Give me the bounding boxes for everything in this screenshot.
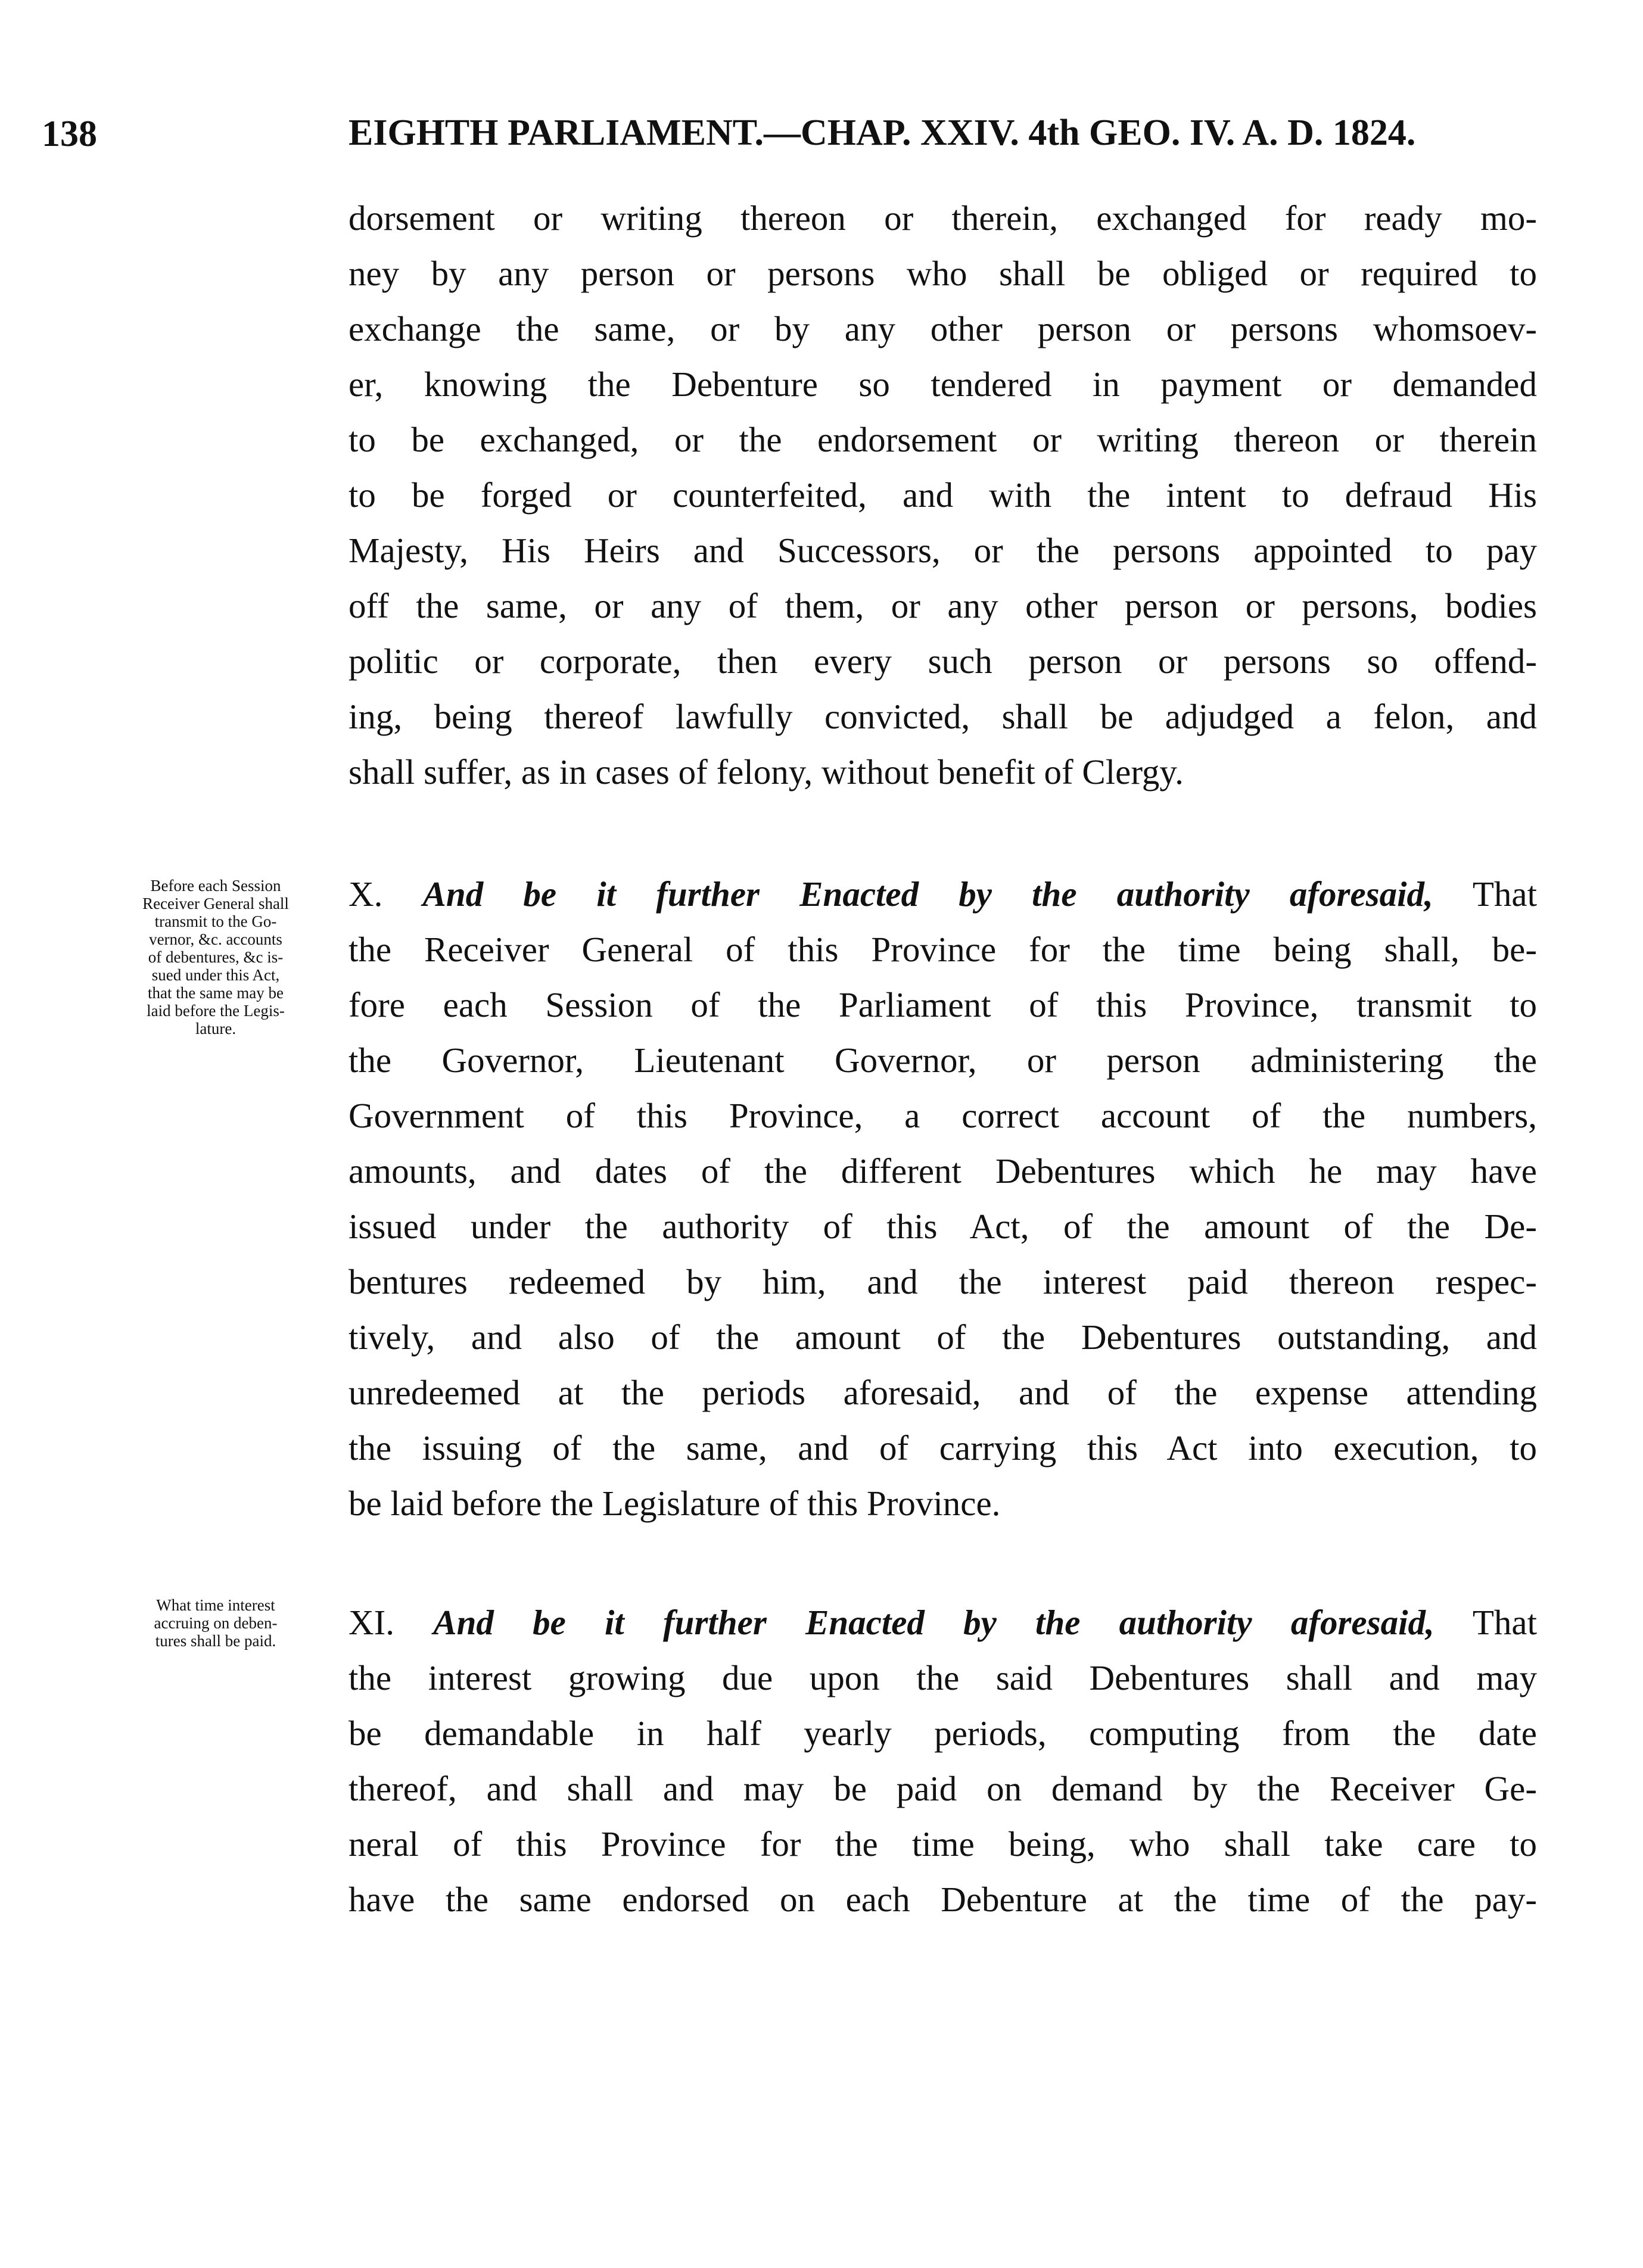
text-line: Government of this Province, a correct account of the numbers,	[348, 1096, 1537, 1135]
enacting-clause: And be it further Enacted by the authority aforesaid,	[422, 874, 1433, 914]
margin-note-line: of debentures, &c is-	[148, 948, 284, 966]
text-line: the Governor, Lieutenant Governor, or person administering the	[348, 1040, 1537, 1080]
text-line: tively, and also of the amount of the Debentures outstanding, and	[348, 1317, 1537, 1357]
margin-note-line: transmit to the Go-	[154, 912, 277, 930]
margin-note-line: Before each Session	[150, 877, 281, 895]
enacting-clause: And be it further Enacted by the authority aforesaid,	[433, 1603, 1434, 1642]
text-line: shall suffer, as in cases of felony, without benefit of Clergy.	[348, 752, 1184, 792]
margin-note-line: laid before the Legis-	[147, 1002, 285, 1020]
text-line: bentures redeemed by him, and the interest paid thereon respec-	[348, 1262, 1537, 1301]
section-x	[348, 867, 1537, 1531]
text-line: be laid before the Legislature of this Province.	[348, 1484, 1001, 1523]
section-lead-word: That	[1472, 874, 1538, 914]
text-line: unredeemed at the periods aforesaid, and of the expense attending	[348, 1373, 1537, 1412]
text-line: thereof, and shall and may be paid on demand by the Receiver Ge-	[348, 1769, 1537, 1808]
text-line: Majesty, His Heirs and Successors, or the persons appointed to pay	[348, 531, 1537, 570]
section-xi	[348, 1595, 1537, 1927]
section-xi-first-line	[348, 1595, 1537, 1650]
margin-note-line: tures shall be paid.	[155, 1632, 276, 1650]
margin-note-line: Receiver General shall	[142, 895, 289, 912]
text-line: off the same, or any of them, or any other person or persons, bodies	[348, 586, 1537, 625]
margin-note-line: sued under this Act,	[151, 966, 280, 984]
margin-note-line: accruing on deben-	[154, 1614, 278, 1632]
running-head: EIGHTH PARLIAMENT.—CHAP. XXIV. 4th GEO. IV. A. D. 1824.	[348, 113, 1416, 153]
text-line: to be exchanged, or the endorsement or writing thereon or therein	[348, 420, 1537, 459]
text-line: ney by any person or persons who shall be obliged or required to	[348, 254, 1537, 293]
text-line: politic or corporate, then every such person or persons so offend-	[348, 641, 1537, 681]
text-line: amounts, and dates of the different Debentures which he may have	[348, 1151, 1537, 1191]
section-number: X.	[348, 874, 383, 914]
margin-note-line: What time interest	[156, 1596, 275, 1614]
text-line: the issuing of the same, and of carrying this Act into execution, to	[348, 1428, 1537, 1468]
section-x-first-line	[348, 867, 1537, 922]
text-line: ing, being thereof lawfully convicted, shall be adjudged a felon, and	[348, 697, 1537, 736]
margin-note-line: vernor, &c. accounts	[149, 930, 282, 948]
margin-note-line: that the same may be	[148, 984, 284, 1002]
text-line: er, knowing the Debenture so tendered in payment or demanded	[348, 364, 1537, 404]
section-number: XI.	[348, 1603, 395, 1642]
margin-note-line: lature.	[195, 1020, 237, 1038]
text-line: the interest growing due upon the said Debentures shall and may	[348, 1658, 1537, 1697]
text-line: have the same endorsed on each Debenture at the time of the pay-	[348, 1880, 1537, 1919]
margin-note-section-xi	[91, 1596, 341, 1650]
section-lead-word: That	[1472, 1603, 1537, 1642]
text-line: exchange the same, or by any other person or persons whomsoev-	[348, 309, 1537, 348]
text-line: be demandable in half yearly periods, computing from the date	[348, 1714, 1537, 1753]
margin-note-section-x	[91, 877, 341, 1038]
page-number: 138	[42, 114, 97, 154]
text-line: to be forged or counterfeited, and with the intent to defraud His	[348, 475, 1537, 515]
text-line: neral of this Province for the time being, who shall take care to	[348, 1824, 1537, 1864]
text-line: the Receiver General of this Province for the time being shall, be-	[348, 930, 1537, 969]
continuation-paragraph	[348, 191, 1537, 800]
text-line: issued under the authority of this Act, of the amount of the De-	[348, 1207, 1537, 1246]
text-line: fore each Session of the Parliament of this Province, transmit to	[348, 985, 1537, 1024]
text-line: dorsement or writing thereon or therein, exchanged for ready mo-	[348, 198, 1537, 238]
